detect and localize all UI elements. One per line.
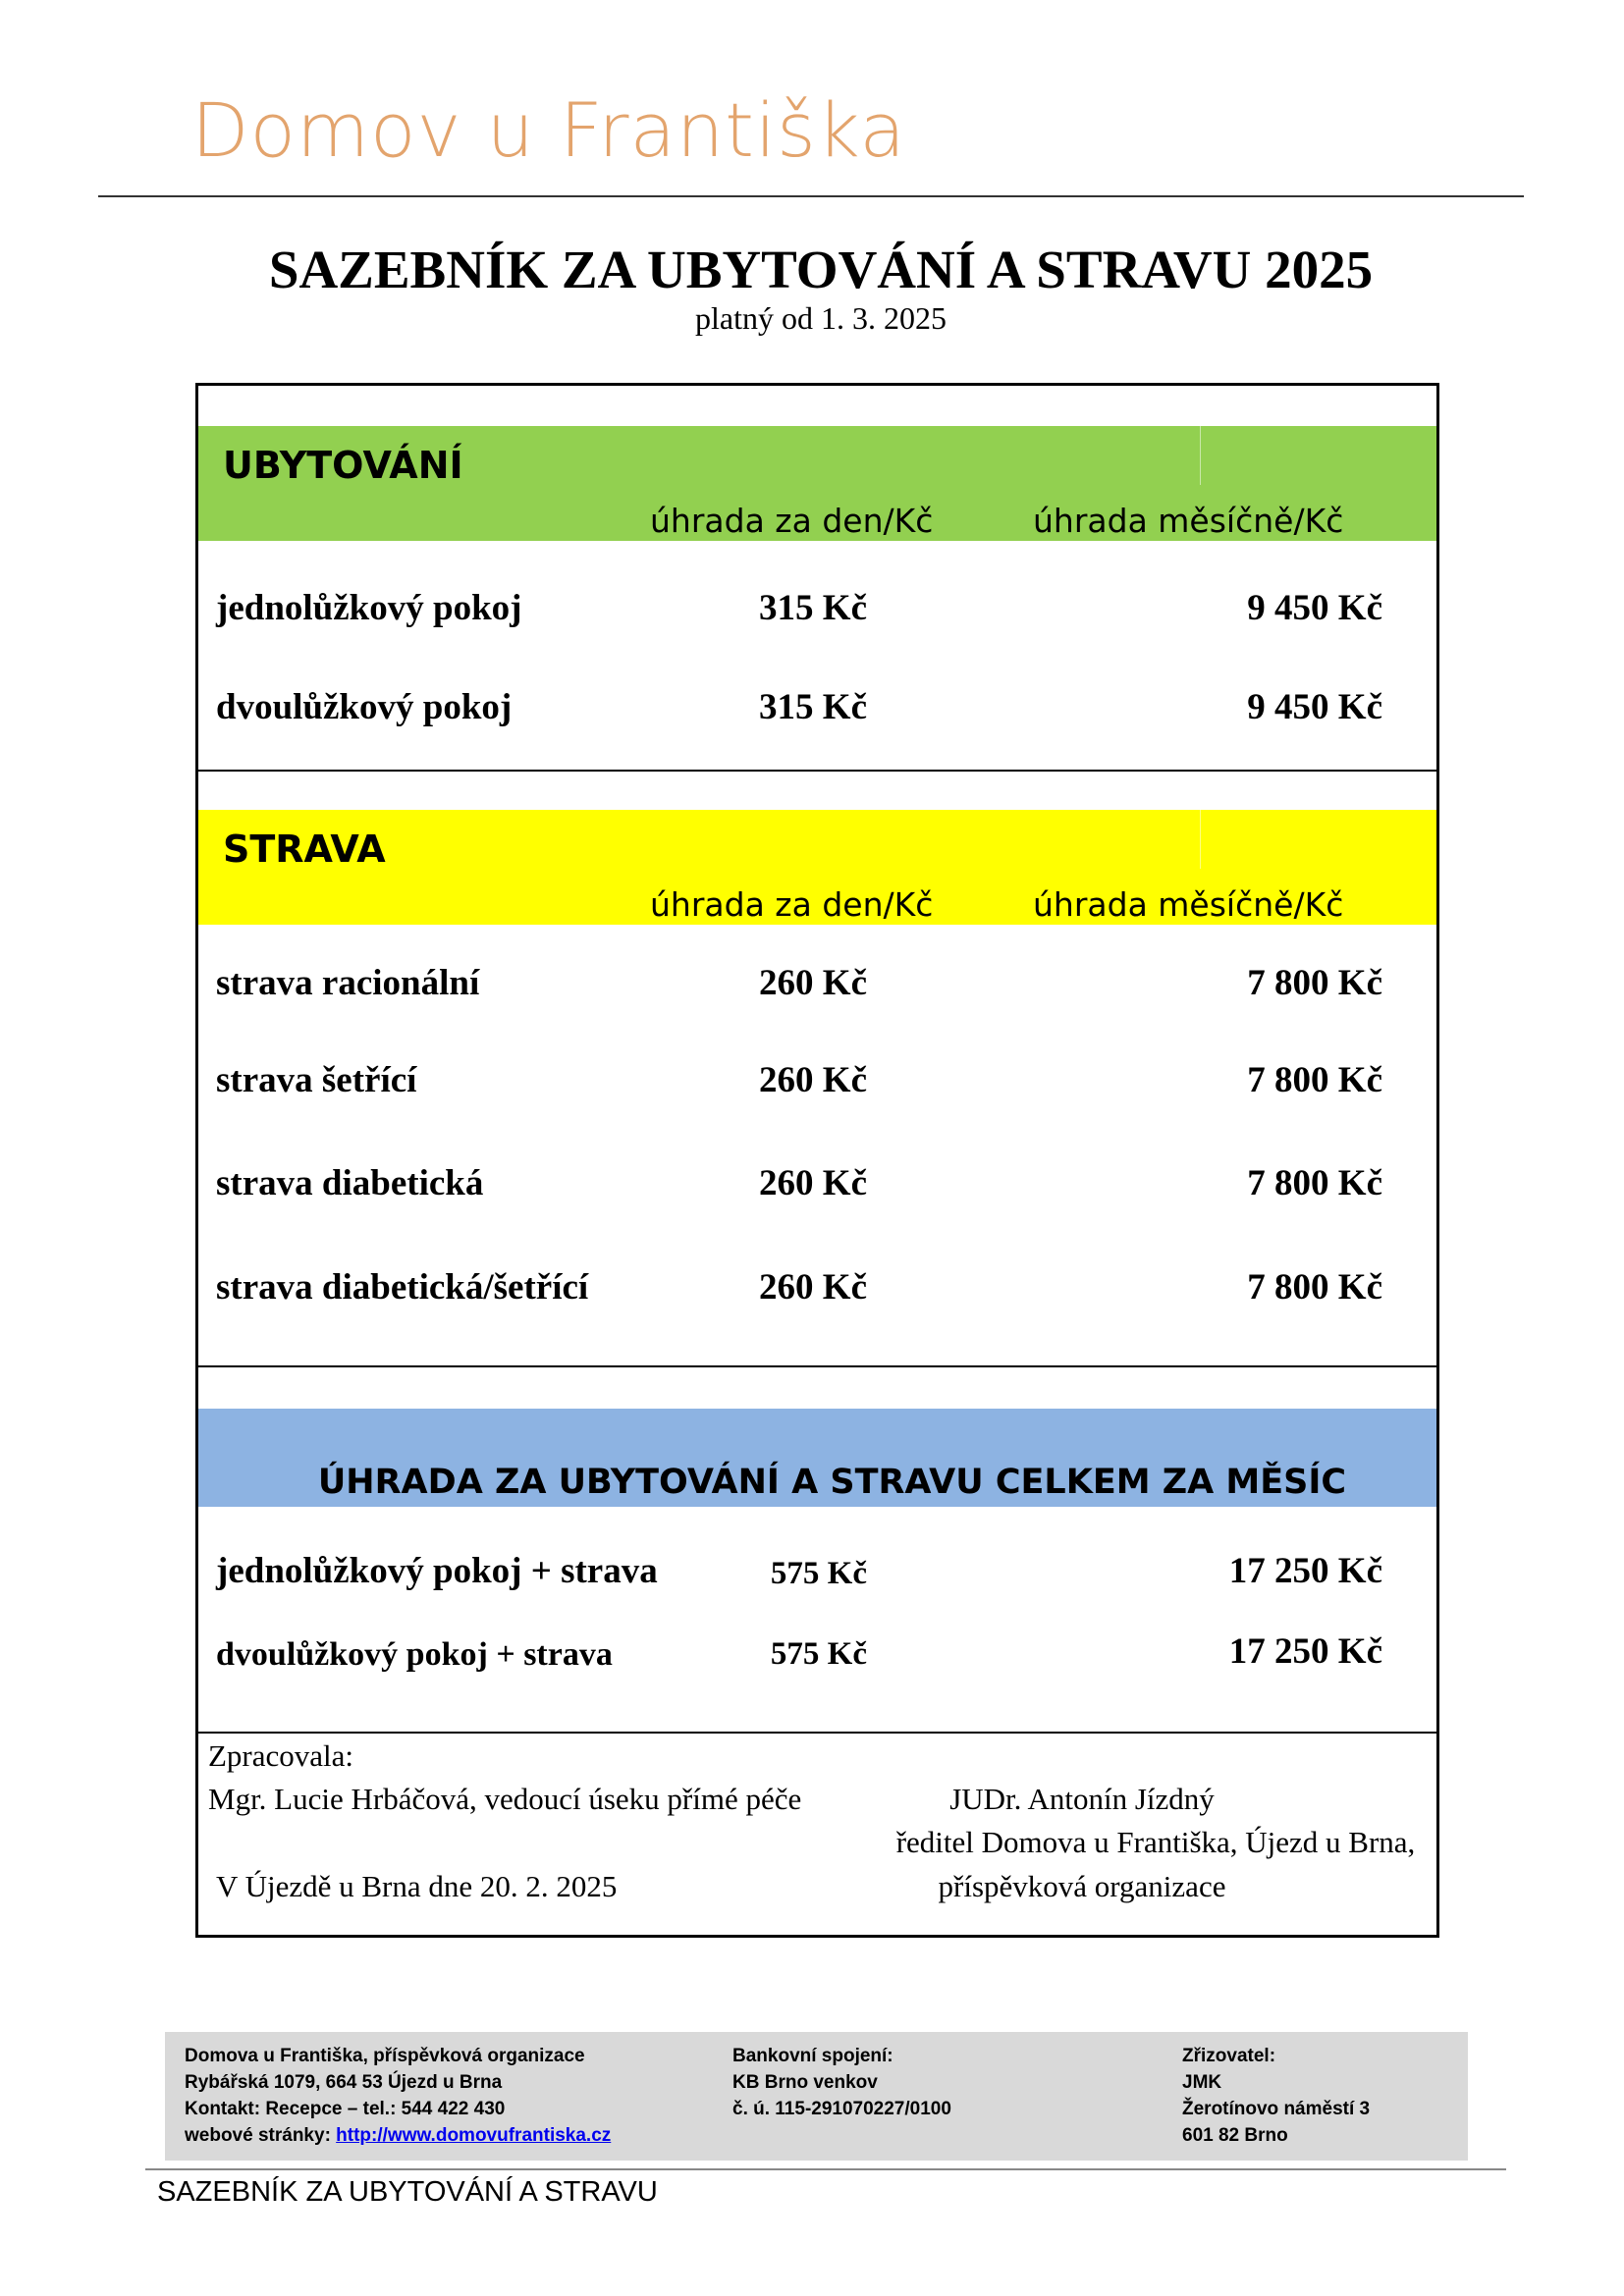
row-name: strava diabetická/šetřící	[216, 1267, 589, 1308]
org-contact: Kontakt: Recepce – tel.: 544 422 430	[185, 2099, 506, 2119]
founder-city: 601 82 Brno	[1182, 2125, 1288, 2146]
footer-bank	[732, 2043, 951, 2122]
director-name: JUDr. Antonín Jízdný	[949, 1782, 1215, 1816]
director-title-line2: příspěvková organizace	[938, 1869, 1226, 1903]
section-divider	[198, 770, 1436, 772]
row-per-month: 9 450 Kč	[1247, 687, 1382, 727]
founder-street: Žerotínovo náměstí 3	[1182, 2099, 1371, 2119]
document-validity: platný od 1. 3. 2025	[695, 300, 947, 336]
total-title: ÚHRADA ZA UBYTOVÁNÍ A STRAVU CELKEM ZA MĚSÍC	[317, 1463, 1347, 1502]
section-divider	[198, 1365, 1436, 1367]
table-row	[198, 1162, 1436, 1221]
column-per-month: úhrada měsíčně/Kč	[1033, 885, 1344, 924]
footer-divider	[145, 2168, 1506, 2170]
row-name: dvoulůžkový pokoj + strava	[216, 1636, 613, 1673]
table-row	[198, 587, 1436, 646]
column-per-month: úhrada měsíčně/Kč	[1033, 502, 1344, 540]
row-per-day: 575 Kč	[770, 1556, 867, 1591]
row-name: jednolůžkový pokoj	[216, 588, 522, 628]
footer-founder	[1182, 2043, 1370, 2149]
row-per-month: 17 250 Kč	[1228, 1631, 1382, 1672]
row-per-day: 315 Kč	[759, 687, 867, 727]
table-row	[198, 1059, 1436, 1118]
prepared-label: Zpracovala:	[208, 1738, 354, 1773]
row-per-day: 315 Kč	[759, 588, 867, 628]
column-per-day: úhrada za den/Kč	[650, 885, 934, 924]
row-name: dvoulůžkový pokoj	[216, 687, 513, 727]
bank-label: Bankovní spojení:	[732, 2046, 893, 2066]
row-name: strava racionální	[216, 963, 480, 1003]
org-name: Domova u Františka, příspěvková organizace	[185, 2046, 585, 2066]
price-table	[195, 383, 1439, 1938]
table-row	[198, 1550, 1436, 1609]
bank-name: KB Brno venkov	[732, 2072, 878, 2093]
row-per-month: 7 800 Kč	[1247, 1267, 1382, 1308]
food-header	[198, 810, 1436, 925]
director-title-line1: ředitel Domova u Františka, Újezd u Brna,	[895, 1825, 1416, 1859]
footer-organization	[185, 2043, 611, 2149]
row-name: strava diabetická	[216, 1163, 484, 1203]
prepared-by: Mgr. Lucie Hrbáčová, vedoucí úseku přímé péče	[208, 1782, 802, 1816]
row-per-month: 7 800 Kč	[1247, 1163, 1382, 1203]
website-link[interactable]: http://www.domovufrantiska.cz	[336, 2125, 612, 2146]
row-per-month: 7 800 Kč	[1247, 963, 1382, 1003]
table-row	[198, 1630, 1436, 1689]
footer-contact-bar	[165, 2032, 1468, 2161]
table-row	[198, 962, 1436, 1021]
row-per-month: 17 250 Kč	[1228, 1551, 1382, 1591]
accommodation-header	[198, 426, 1436, 541]
row-per-month: 9 450 Kč	[1247, 588, 1382, 628]
org-address: Rybářská 1079, 664 53 Újezd u Brna	[185, 2072, 503, 2093]
row-per-day: 575 Kč	[770, 1636, 867, 1672]
row-per-day: 260 Kč	[759, 1163, 867, 1203]
logo: Domov u Františka	[191, 86, 906, 174]
accommodation-title: UBYTOVÁNÍ	[223, 444, 463, 487]
web-label: webové stránky:	[185, 2125, 337, 2146]
row-per-day: 260 Kč	[759, 1267, 867, 1308]
section-divider	[198, 1732, 1436, 1734]
row-per-day: 260 Kč	[759, 1060, 867, 1100]
row-name: jednolůžkový pokoj + strava	[216, 1551, 658, 1591]
founder-label: Zřizovatel:	[1182, 2046, 1276, 2066]
total-header	[198, 1409, 1436, 1507]
table-row	[198, 1266, 1436, 1325]
document-title: SAZEBNÍK ZA UBYTOVÁNÍ A STRAVU 2025	[268, 240, 1374, 299]
footer-page-title: SAZEBNÍK ZA UBYTOVÁNÍ A STRAVU	[157, 2176, 658, 2208]
header-divider	[98, 195, 1524, 197]
food-title: STRAVA	[223, 828, 386, 871]
row-per-day: 260 Kč	[759, 963, 867, 1003]
row-name: strava šetřící	[216, 1060, 417, 1100]
row-per-month: 7 800 Kč	[1247, 1060, 1382, 1100]
column-per-day: úhrada za den/Kč	[650, 502, 934, 540]
founder-name: JMK	[1182, 2072, 1222, 2093]
org-web	[185, 2122, 611, 2149]
bank-account: č. ú. 115-291070227/0100	[732, 2099, 951, 2119]
table-row	[198, 686, 1436, 745]
place-date: V Újezdě u Brna dne 20. 2. 2025	[216, 1869, 618, 1903]
